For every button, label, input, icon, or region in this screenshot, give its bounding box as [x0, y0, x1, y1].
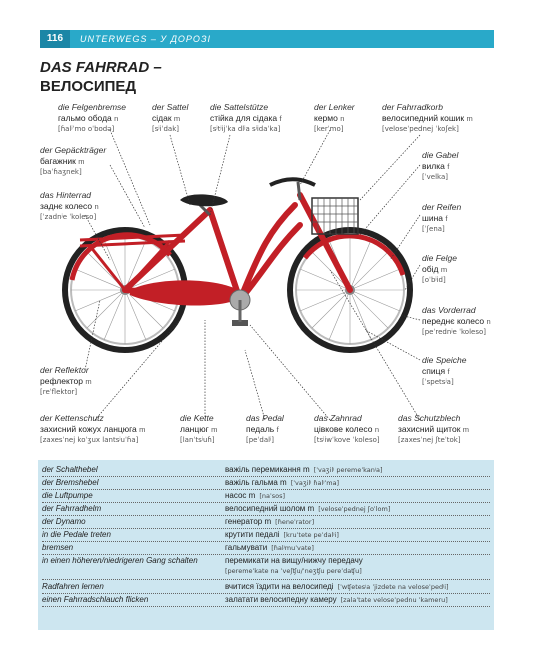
table-row: einen Fahrradschlauch flicken залатати велосипедну камеру [zalaˈtate veloseˈpednu ˈkameru]: [42, 594, 490, 607]
table-row: der Dynamo генератор m [ɦeneˈrator]: [42, 516, 490, 529]
label-felge: die Felge обід m [oˈbʲid]: [422, 253, 457, 284]
label-gabel: die Gabel вилка f [ˈvelka]: [422, 150, 459, 181]
section-title: UNTERWEGS – У ДОРОЗІ: [80, 34, 211, 44]
label-kettenschutz: der Kettenschutz захисний кожух ланцюга m [zaxesˈnej koˈʒux lantsʲuˈɦa]: [40, 413, 146, 444]
page-number: 116: [40, 30, 70, 48]
title-german: DAS FAHRRAD –: [40, 59, 162, 76]
label-speiche: die Speiche спиця f [ˈspetsʲa]: [422, 355, 467, 386]
table-row: der Bremshebel важіль гальма m [ˈvaʒilʲ ɦalʲˈma]: [42, 477, 490, 490]
label-vorderrad: das Vorderrad переднє колесо n [peˈrednʲe ˈkoleso]: [422, 305, 491, 336]
table-row: der Schalthebel важіль перемикання m [ˈvaʒilʲ peremeˈkanʲa]: [42, 464, 490, 477]
table-row: in die Pedale treten крутити педалі [kruˈtete peˈdalʲi]: [42, 529, 490, 542]
label-zahnrad: das Zahnrad цівкове колесо n [tsʲiwˈkove ˈkoleso]: [314, 413, 380, 444]
label-reifen: der Reifen шина f [ˈʃena]: [422, 202, 462, 233]
table-row: Radfahren lernen вчитися їздити на велосипеді [ˈwʧetesʲa ˈjizdete na veloseˈpedʲi]: [42, 581, 490, 594]
table-row: in einen höheren/niedrigeren Gang schalten перемикати на вищу/нижчу передачу [peremeˈkate na ˈveʃʧu/ˈneʒʧu pereˈdaʧu]: [42, 555, 490, 580]
label-fahrradkorb: der Fahrradkorb велосипедний кошик m [veloseˈpednej ˈkoʃek]: [382, 102, 473, 133]
label-sattel: der Sattel сідак m [sʲiˈdak]: [152, 102, 189, 133]
table-row: bremsen гальмувати [ɦalʲmuˈvate]: [42, 542, 490, 555]
table-row: der Fahrradhelm велосипедний шолом m [veloseˈpednej ʃoˈlom]: [42, 503, 490, 516]
label-felgenbremse: die Felgenbremse гальмо обода n [ɦalʲˈmo oˈbodə]: [58, 102, 127, 133]
label-hinterrad: das Hinterrad заднє колесо n [ˈzadnʲe ˈkoleso]: [40, 190, 99, 221]
title-ukrainian: ВЕЛОСИПЕД: [40, 78, 137, 95]
label-sattelstuetze: die Sattelstütze стійка для сідака f [sʲtʲijˈka dlʲa sʲidaˈka]: [210, 102, 282, 133]
label-reflektor: der Reflektor рефлектор m [reˈflektor]: [40, 365, 92, 396]
label-kette: die Kette ланцюг m [lanˈtsʲuɦ]: [180, 413, 218, 444]
table-row: die Luftpumpe насос m [naˈsos]: [42, 490, 490, 503]
label-pedal: das Pedal педаль f [peˈdalʲ]: [246, 413, 284, 444]
label-lenker: der Lenker кермо n [kerˈmo]: [314, 102, 355, 133]
label-gepaecktraeger: der Gepäckträger багажник m [baˈɦaʒnek]: [40, 145, 107, 176]
vocabulary-table: [38, 460, 494, 630]
label-schutzblech: das Schutzblech захисний щиток m [zaxesˈnej ʃteˈtok]: [398, 413, 470, 444]
